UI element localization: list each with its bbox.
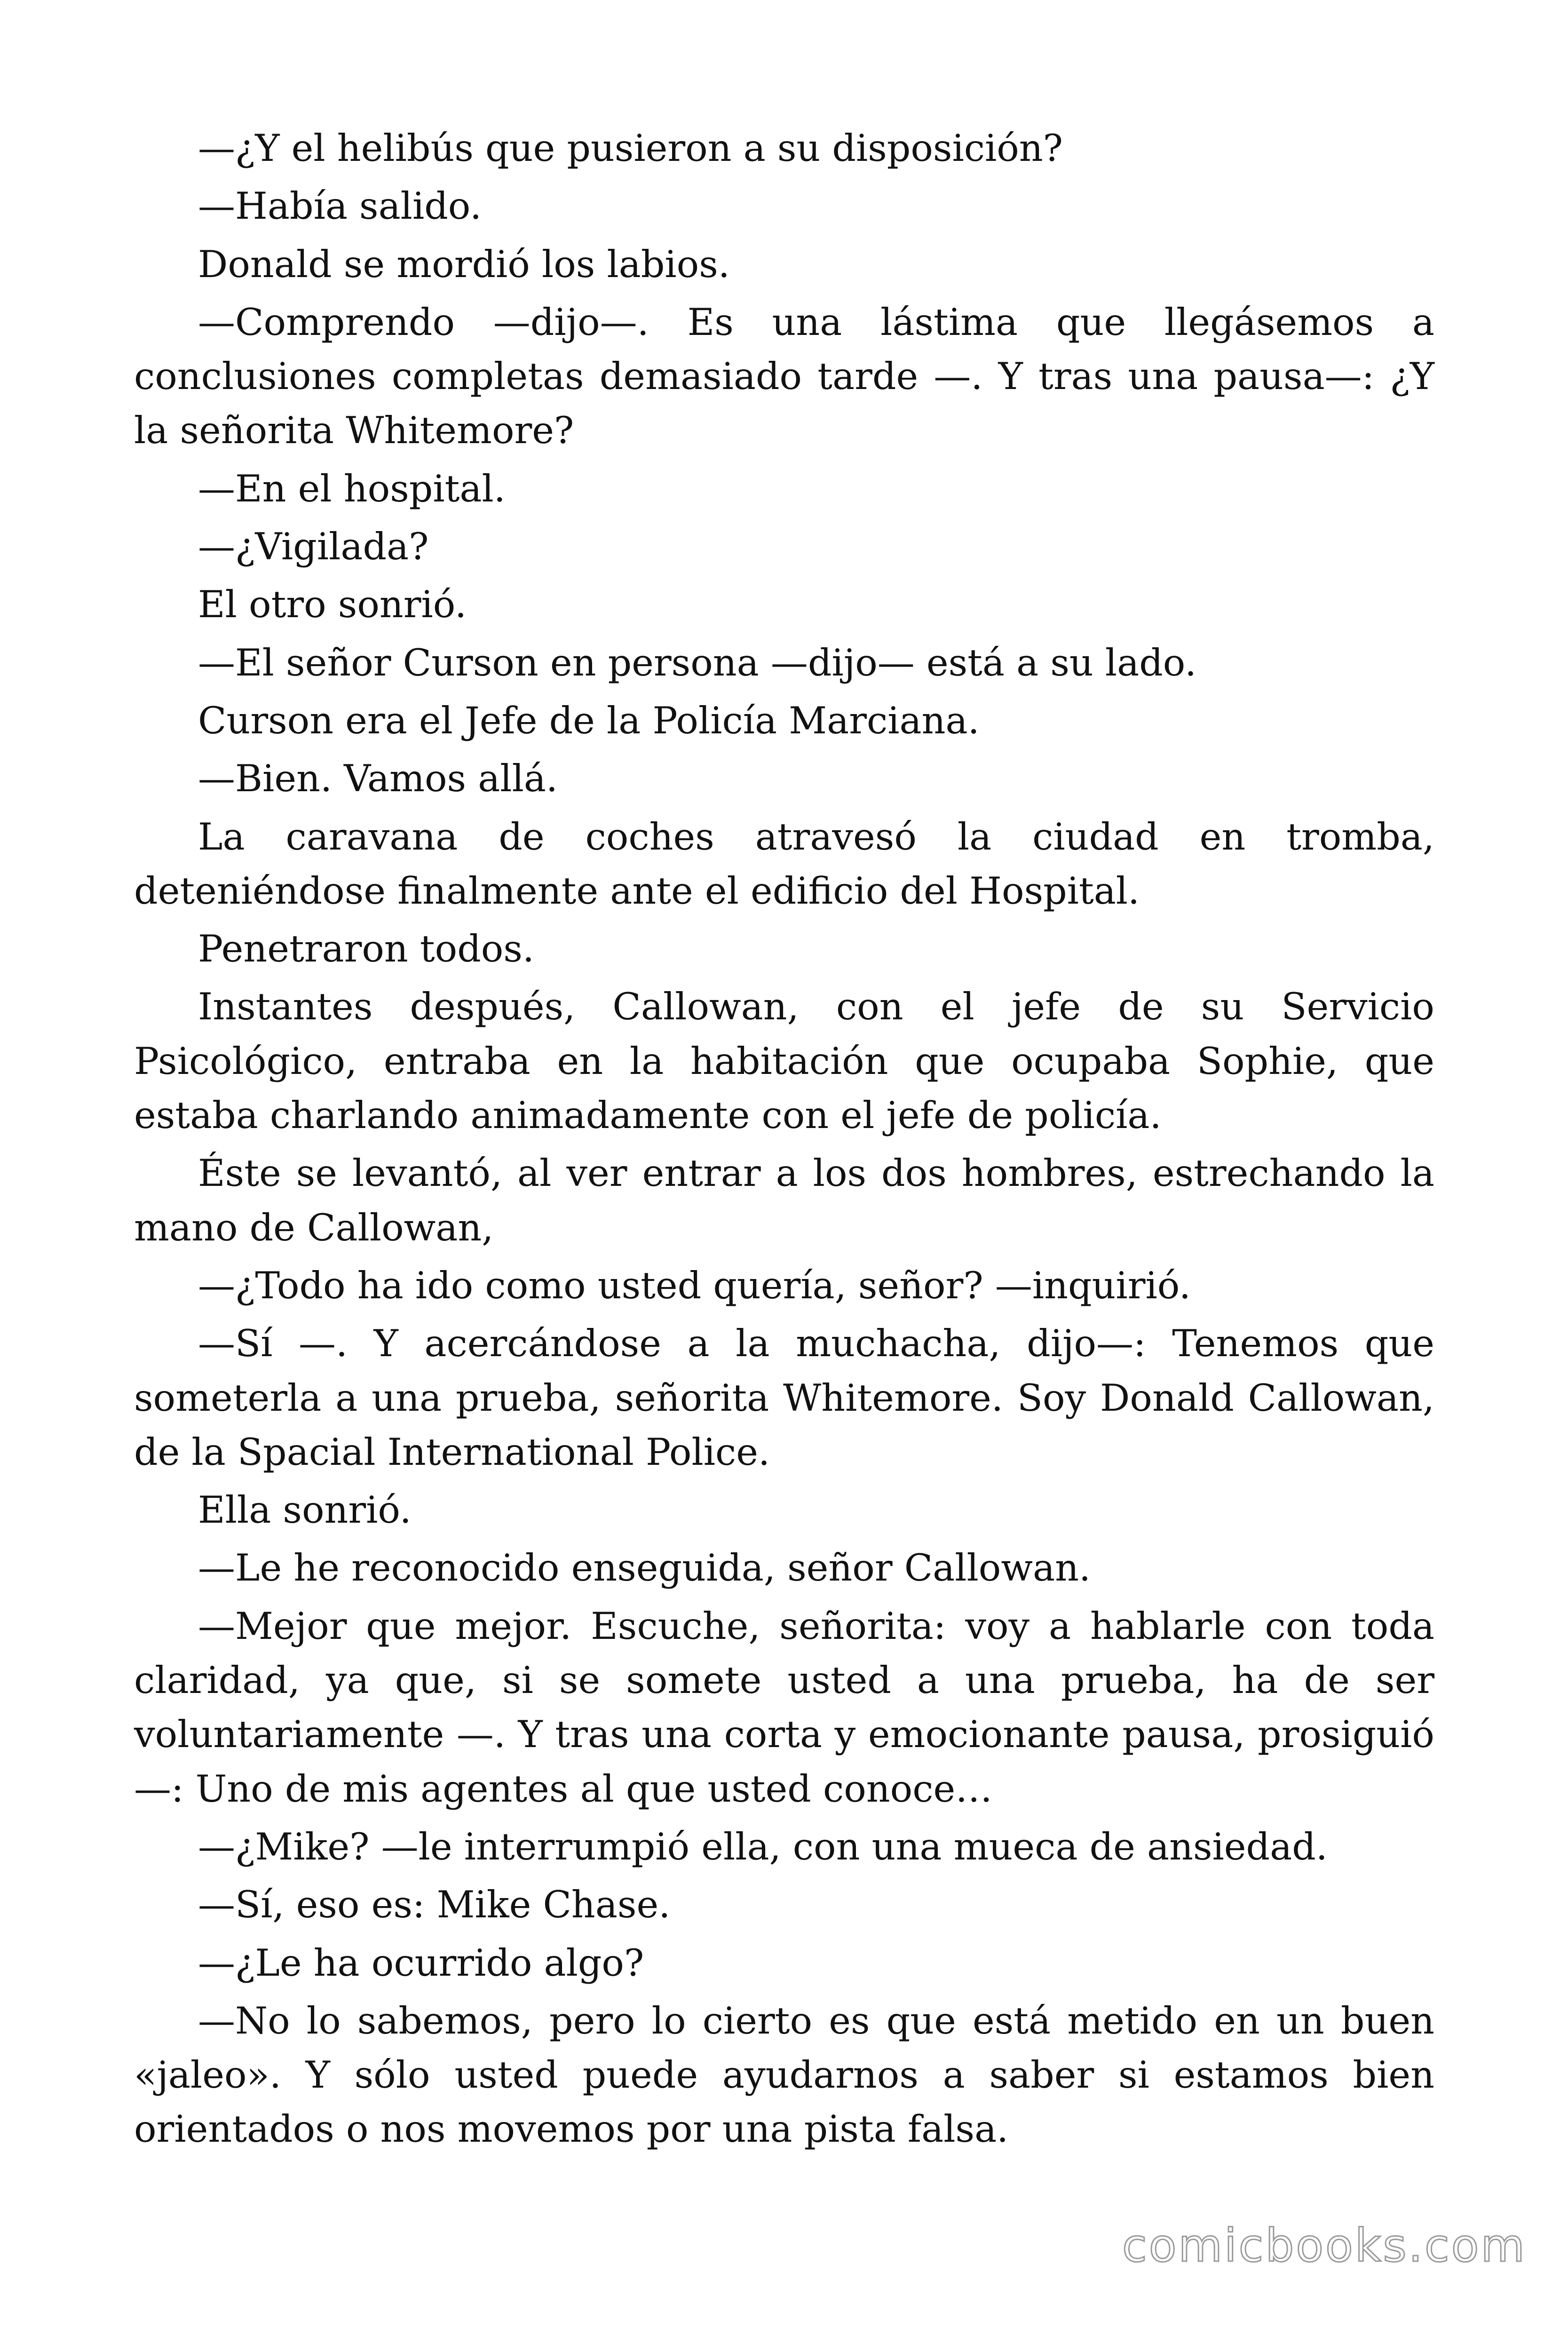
- paragraph: —Le he reconocido enseguida, señor Callowan.: [198, 1546, 1091, 1590]
- paragraph: Ella sonrió.: [198, 1488, 412, 1532]
- paragraph: Donald se mordió los labios.: [198, 242, 730, 286]
- paragraph: Instantes después, Callowan, con el jefe de su Servicio Psicológico, entraba en la habitación que ocupaba Sophie, que estaba charlando animadamente con el jefe de policía.: [134, 985, 1434, 1137]
- paragraph: —¿Todo ha ido como usted quería, señor? —inquirió.: [198, 1263, 1191, 1307]
- paragraph: —Bien. Vamos allá.: [198, 757, 558, 801]
- paragraph: Curson era el Jefe de la Policía Marciana.: [198, 699, 980, 742]
- paragraph: Penetraron todos.: [198, 927, 535, 971]
- watermark: comicbooks.com: [1122, 2219, 1527, 2272]
- paragraph: —¿Mike? —le interrumpió ella, con una mueca de ansiedad.: [198, 1825, 1328, 1868]
- paragraph: —Sí, eso es: Mike Chase.: [198, 1883, 671, 1927]
- paragraph: El otro sonrió.: [198, 583, 467, 627]
- paragraph: —Comprendo —dijo—. Es una lástima que llegásemos a conclusiones completas demasiado tarde —. Y tras una pausa—: ¿Y la señorita Whitemore?: [134, 300, 1434, 453]
- paragraph: —Mejor que mejor. Escuche, señorita: voy a hablarle con toda claridad, ya que, si se somete usted a una prueba, ha de ser voluntariamente —. Y tras una corta y emocionante pausa, prosiguió—: Uno de mis agentes al que usted conoce…: [134, 1604, 1434, 1811]
- page-body: [134, 121, 1434, 2161]
- paragraph: —El señor Curson en persona —dijo— está a su lado.: [198, 641, 1197, 684]
- paragraph: —No lo sabemos, pero lo cierto es que está metido en un buen «jaleo». Y sólo usted puede ayudarnos a saber si estamos bien orientados o nos movemos por una pista falsa.: [134, 1999, 1434, 2151]
- paragraph: La caravana de coches atravesó la ciudad en tromba, deteniéndose finalmente ante el edificio del Hospital.: [134, 815, 1434, 913]
- paragraph: Éste se levantó, al ver entrar a los dos hombres, estrechando la mano de Callowan,: [134, 1152, 1434, 1249]
- paragraph: —¿Vigilada?: [198, 525, 429, 569]
- paragraph: —Había salido.: [198, 184, 482, 228]
- paragraph: —Sí —. Y acercándose a la muchacha, dijo—: Tenemos que someterla a una prueba, señorita Whitemore. Soy Donald Callowan, de la Spacial International Police.: [134, 1322, 1434, 1474]
- paragraph: —¿Y el helibús que pusieron a su disposición?: [198, 127, 1063, 170]
- paragraph: —En el hospital.: [198, 467, 506, 510]
- paragraph: —¿Le ha ocurrido algo?: [198, 1941, 644, 1985]
